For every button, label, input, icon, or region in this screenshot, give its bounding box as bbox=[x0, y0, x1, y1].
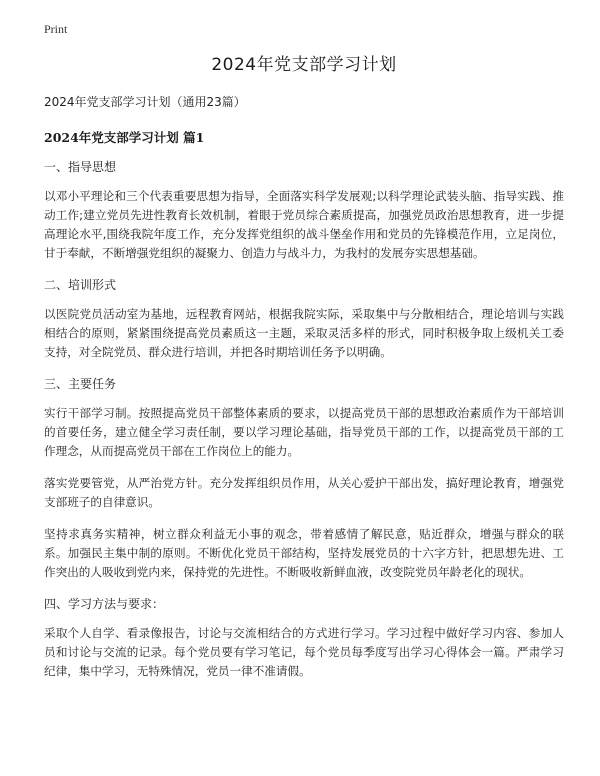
paragraph-main-tasks-1: 实行干部学习制。按照提高党员干部整体素质的要求，以提高党员干部的思想政治素质作为干部培训的首要任务，建立健全学习责任制，要以学习理论基础，指导党员干部的工作，以提高党员干部的工作理念，从而提高党员干部在工作岗位上的能力。 bbox=[44, 406, 564, 458]
paragraph-training-form: 以医院党员活动室为基地，远程教育网站，根据我院实际，采取集中与分散相结合，理论培训与实践相结合的原则，紧紧围绕提高党员素质这一主题，采取灵活多样的形式，同时积极争取上级机关工委支持，对全院党员、群众进行培训，并把各时期培训任务予以明确。 bbox=[44, 307, 564, 359]
paragraph-study-methods: 采取个人自学、看录像报告，讨论与交流相结合的方式进行学习。学习过程中做好学习内容、参加人员和讨论与交流的记录。每个党员要有学习笔记，每个党员每季度写出学习心得体会一篇。严肃学习纪律，集中学习，无特殊情况，党员一律不准请假。 bbox=[44, 626, 564, 678]
document-page bbox=[44, 50, 564, 694]
heading-study-methods: 四、学习方法与要求： bbox=[44, 597, 165, 611]
section-title: 2024年党支部学习计划 篇1 bbox=[44, 130, 205, 145]
paragraph-main-tasks-3: 坚持求真务实精神，树立群众利益无小事的观念，带着感情了解民意，贴近群众，增强与群众的联系。加强民主集中制的原则。不断优化党员干部结构，坚持发展党员的十六字方针，把思想先进、工作突出的人吸收到党内来，保持党的先进性。不断吸收新鲜血液，改变院党员年龄老化的现状。 bbox=[44, 527, 564, 579]
heading-guiding-ideology: 一、指导思想 bbox=[44, 160, 117, 174]
heading-training-form: 二、培训形式 bbox=[44, 278, 117, 292]
paragraph-guiding-ideology: 以邓小平理论和三个代表重要思想为指导，全面落实科学发展观;以科学理论武装头脑、指导实践、推动工作;建立党员先进性教育长效机制，着眼于党员综合素质提高，加强党员政治思想教育，进一步提高理论水平,围绕我院年度工作，充分发挥党组织的战斗堡垒作用和党员的先锋模范作用，立足岗位，甘于奉献，不断增强党组织的凝聚力、创造力与战斗力，为我村的发展夯实思想基础。 bbox=[44, 189, 564, 260]
paragraph-main-tasks-2: 落实党要管党，从严治党方针。充分发挥组织员作用，从关心爱护干部出发，搞好理论教育，增强党支部班子的自律意识。 bbox=[44, 476, 564, 509]
document-title: 2024年党支部学习计划 bbox=[211, 55, 397, 75]
heading-main-tasks: 三、主要任务 bbox=[44, 377, 117, 391]
document-subtitle: 2024年党支部学习计划（通用23篇） bbox=[44, 95, 246, 109]
print-link[interactable]: Print bbox=[44, 22, 68, 36]
